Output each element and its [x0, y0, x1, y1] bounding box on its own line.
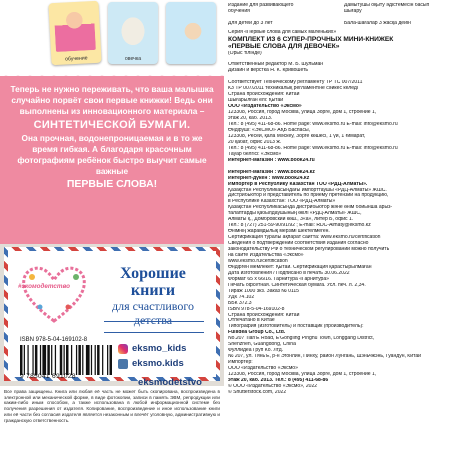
imprint-line: Алматы қ., Домбровский көш., 3«а», литер Б, офис 1. — [228, 217, 354, 223]
imprint-line: Страна происхождения: Китай — [228, 312, 300, 318]
imprint-line: Фуллидеа Груп Ко. Лтд. — [228, 348, 284, 354]
heart-wreath-icon — [20, 263, 88, 325]
imprint-line: Өнімнің жарамдылық мерзімі шектелмеген. — [228, 229, 330, 235]
imprint-line: Тауар белгісі: «Эксмо» — [228, 151, 282, 157]
vk-icon — [118, 359, 128, 369]
social-site[interactable] — [118, 371, 222, 390]
imprint-line: Өндіруші: «ЭКСМО» АҚБ Баспасы, — [228, 127, 311, 133]
imprint-line: № 207, ул. Тянь'Е, р-н Эгонлин, Пинху, район Лунгань, Шэньчжэнь, Гуандун, Китай — [228, 354, 421, 360]
imprint-line: www.eksmo.ru/certification — [228, 258, 288, 264]
imprint-line: © ООО «Издательство «Эксмо», 2022 — [228, 383, 318, 389]
imprint-line: Өндірген мемлекет: Қытай. Сертификация қарастырылмаған — [228, 264, 372, 270]
isbn-label: ISBN 978-5-04-169102-8 — [20, 337, 88, 343]
intro-part1: Теперь не нужно переживать, что ваша малышка случайно порвёт свои первые книжки! Ведь они выполнены из инновационного материала – — [10, 84, 214, 116]
intro-highlight2: ПЕРВЫЕ СЛОВА! — [66, 178, 158, 190]
envelope-card — [4, 247, 220, 388]
slogan-line: книги — [130, 282, 176, 299]
doll-photo — [54, 6, 96, 52]
imprint-line: Формат 65 x 66/16. Гарнитура «Гарнитура» — [228, 276, 329, 282]
imprint-line: Интернет-магазин : www.book24.kz — [228, 169, 315, 175]
imprint-line: Қазақстан Республикасындағы импорттаушы «РДЦ-Алматы» ЖШС. — [228, 187, 387, 193]
imprint-line: ООО «Издательство «Эксмо» — [228, 366, 298, 372]
card-doll — [48, 1, 101, 66]
sheep-photo — [113, 7, 153, 51]
imprint-line: Shenzhen, Guangdong, China — [228, 342, 296, 348]
imprint-line: Импортёр: — [228, 360, 253, 366]
slogan-line: Хорошие — [120, 265, 186, 282]
imprint-line: 123308, Россия, город Москва, улица Зорге, дом 1, строение 1, — [228, 372, 377, 378]
third-photo — [171, 7, 211, 51]
age-info — [228, 3, 448, 27]
imprint-line: этаж 20, каб. 2013. Тел.: 8 (495) 411-68-86 — [228, 378, 329, 383]
age-info-kz — [344, 3, 448, 27]
card-sheep — [108, 2, 158, 64]
imprint-line: Отпечатано в Китае — [228, 318, 275, 324]
social-vk[interactable] — [118, 356, 222, 371]
social-links — [118, 341, 222, 390]
imprint-line: Интернет-магазин : www.book24.ru — [228, 157, 315, 163]
imprint-line: Соответствует Техническому регламенту ТР ТС 007/2011 — [228, 80, 363, 86]
promo-panel — [0, 244, 224, 386]
left-column — [0, 0, 224, 466]
imprint-lines — [228, 51, 448, 396]
intro-text — [8, 84, 216, 191]
imprint-line: на сайте Издательства «Эксмо» — [228, 252, 304, 258]
imprint-line: Импортёр в Республику Казахстан ТОО «РДЦ-Алматы». — [228, 181, 368, 187]
imprint-line: 123308, Россия, город Москва, улица Зорге, дом 1, строение 1, — [228, 110, 377, 116]
imprint-line: Сертификация туралы ақпарат сайтта: www.eksmo.ru/certification — [228, 235, 381, 241]
book-title-1: КОМПЛЕКТ ИЗ 6 СУПЕР-ПРОЧНЫХ МИНИ-КНИЖЕК — [228, 35, 394, 43]
imprint-line: Бала-шағалар 3 жасқа дейін — [344, 20, 411, 26]
intro-highlight: СИНТЕТИЧЕСКОЙ БУМАГИ. — [33, 119, 191, 131]
age-info-ru — [228, 3, 332, 27]
imprint-line: талаптарды қабылдаушының өкілі «РДЦ-Алматы» ЖШС, — [228, 211, 362, 217]
imprint-line: Fullidea Group Co., Ltd. — [228, 330, 286, 336]
card-caption: обучение — [64, 55, 88, 63]
imprint-line: Для детей до 3 лет — [228, 20, 273, 26]
imprint-line: законодательству РФ о техническом регулировании можно получить — [228, 247, 390, 253]
imprint-line: обучения — [228, 8, 250, 14]
slogan-line: детства — [133, 313, 173, 327]
imprint-line: Типография (изготовитель) и поставщик (производитель): — [228, 324, 364, 330]
imprint-line: Шығарылған елі: Қытай — [228, 98, 284, 104]
card-caption: овечка — [124, 56, 142, 62]
imprint-line: Дизайн и вёрстка Н. К. Кривошеть — [228, 68, 309, 74]
imprint-line: © Shutterstock.com, 2022 — [228, 389, 287, 395]
imprint-line: Сведения о подтверждении соответствия издания согласно — [228, 241, 369, 247]
imprint-line: Страна происхождения: Китай — [228, 92, 300, 98]
imprint-line: УДК 74.102 — [228, 294, 255, 300]
card-third — [166, 2, 216, 64]
imprint-column — [228, 0, 448, 466]
barcode-number: 9 785041 691028 — [20, 373, 76, 380]
imprint-line: Қазақстан Республикасында дистрибьютор және өнім бойынша арыз- — [228, 205, 393, 211]
hashtag-label: #экомодетство — [18, 283, 71, 290]
imprint-line: Тел.: 8 (727) 251-59-90/91/92 ; E-mail: RDC-Almaty@eksmo.kz — [228, 223, 371, 229]
social-handle: eksmo_kids — [132, 343, 187, 354]
social-handle: eksmo.kids — [132, 358, 184, 369]
imprint-line: Тел.: 8 (495) 411-68-86. Home page: www.eksmo.ru E-mail: info@eksmo.ru — [228, 122, 398, 128]
book-title-2: «ПЕРВЫЕ СЛОВА ДЛЯ ДЕВОЧЕК» — [228, 43, 340, 51]
barcode-icon — [20, 345, 112, 375]
imprint-line: ISBN 978-5-04-169102-8 — [228, 306, 285, 312]
imprint-line: в Республике Казахстан: ТОО «РДЦ-Алматы» — [228, 199, 336, 205]
imprint-line: КЗ ТР 007/2011 техникалық регламентіне сәйкес келеді — [228, 86, 358, 92]
intro-part2: Она прочная, водонепроницаемая и в то же время гибкая. А благодаря красочным фотографиям ребёнок быстро выучит самые важные — [17, 133, 207, 176]
imprint-line: шығару — [344, 8, 362, 14]
imprint-line: 20 қабат, офис 2013 ж. — [228, 139, 282, 145]
copyright-disclaimer: Все права защищены. Книга или любая её часть не может быть скопирована, воспроизведена в электронной или механической форме, в виде фотокопии, записи в память ЭВМ, репродукции или каким-либо иным способом, а также использована в любой информационной системе без получения разрешения от издателя. Копирование, воспроизведение и иное использование книги или её части без согласия издателя является незаконным и влечёт уголовную, административную и гражданскую ответственность. — [4, 389, 220, 423]
imprint-line: Издание для развивающего — [228, 3, 294, 8]
imprint-line: No.207 Tian'E Road, E'Gongling Pinghu Town, Longgang District, — [228, 336, 375, 342]
instagram-icon — [118, 344, 128, 354]
social-handle: eksmodetstvo — [138, 377, 202, 388]
imprint-line: Интернет-дүкен : www.book24.kz — [228, 175, 310, 181]
imprint-line: Ответственный редактор М. Б. Шульман — [228, 62, 324, 68]
slogan-line: для счастливого — [112, 299, 194, 313]
series-line: Серия «Первые слова для самых маленьких» — [228, 29, 337, 35]
imprint-line: Дата изготовления / Подписано в печать 30.06.2022 — [228, 270, 350, 276]
imprint-line: Дамытушы оқыту әдістемесін басып — [344, 3, 430, 8]
imprint-line: ООО «Издательство «Эксмо» — [228, 104, 302, 110]
imprint-line: Печать офсетная. Синтетическая бумага. Усл. печ. л. 2,34. — [228, 282, 366, 288]
postmark-lines — [104, 321, 204, 333]
slogan — [94, 265, 212, 327]
social-instagram[interactable] — [118, 341, 222, 356]
imprint-line: (Орыс тілінде) — [228, 50, 262, 56]
imprint-line: этаж 20, каб. 2013. — [228, 116, 273, 122]
imprint-line: ББК 372.3 — [228, 300, 252, 306]
imprint-line: Тираж 1000 экз. Заказ № 0115 — [228, 288, 299, 294]
imprint-line: Тел.: 8 (495) 411-68-86. Home page: www.eksmo.ru E-mail: info@eksmo.ru — [228, 145, 398, 151]
imprint-line: Дистрибьютор и представитель по приему претензий на продукцию, — [228, 193, 389, 199]
imprint-line: 123308, Ресей, қала Мәскеу, Зорге көшесі, 1 үй, 1 ғимарат, — [228, 133, 366, 139]
